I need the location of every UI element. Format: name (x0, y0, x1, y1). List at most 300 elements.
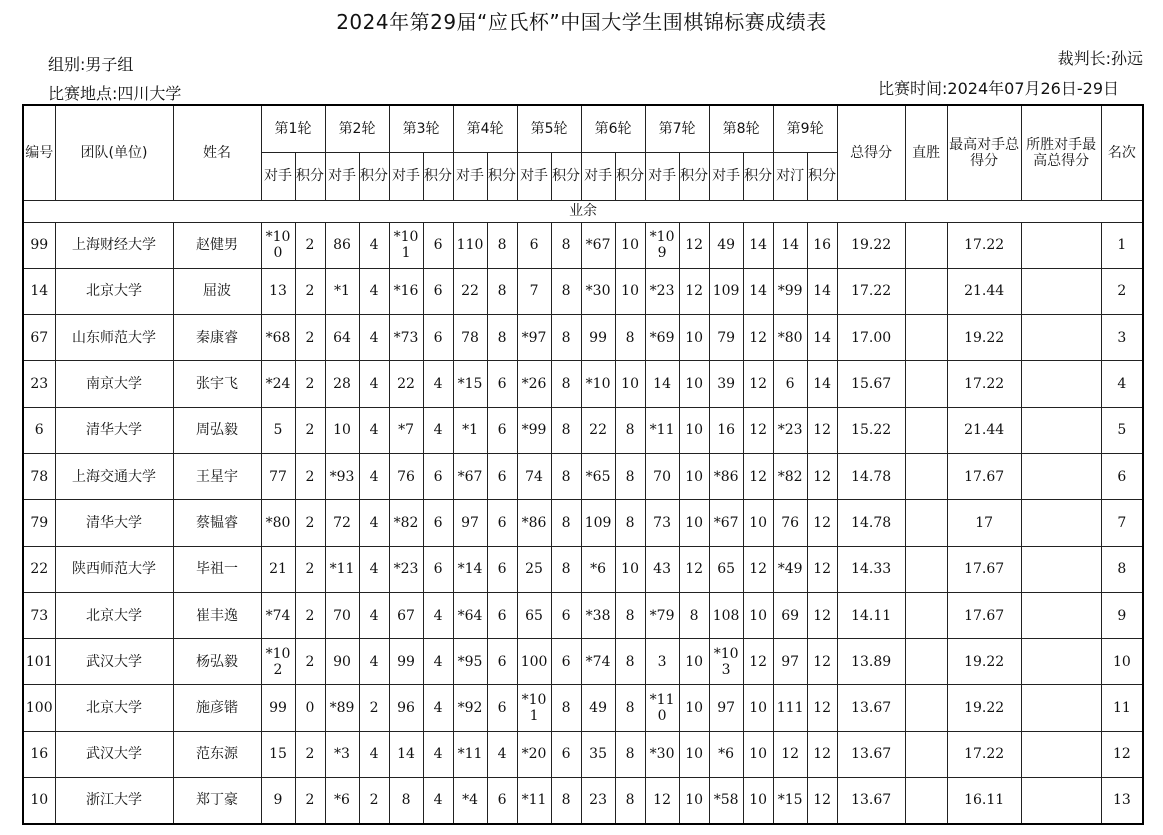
player-number: 14 (23, 268, 55, 314)
round-4-opponent: *95 (453, 639, 487, 685)
player-name: 蔡韫睿 (173, 500, 261, 546)
header-opponent (325, 152, 359, 200)
round-2-points: 4 (359, 361, 389, 407)
total-score: 13.67 (837, 685, 905, 731)
player-number: 6 (23, 407, 55, 453)
round-7-points: 12 (679, 268, 709, 314)
header-points-text: 积分 (296, 168, 324, 184)
round-2-opponent: 90 (325, 639, 359, 685)
round-7-opponent-text: *109 (649, 229, 675, 262)
player-name: 秦康睿 (173, 315, 261, 361)
referee-label: 裁判长:孙远 (1057, 49, 1143, 68)
head-to-head (905, 546, 947, 592)
round-5-opponent: 74 (517, 453, 551, 499)
team-name: 浙江大学 (55, 778, 173, 824)
header-opponent-text: 对手 (712, 168, 741, 184)
round-8-opponent: 16 (709, 407, 743, 453)
round-3-points: 4 (423, 639, 453, 685)
head-to-head (905, 500, 947, 546)
round-1-points: 2 (295, 639, 325, 685)
header-round-9: 第9轮 (773, 105, 837, 152)
round-1-points: 2 (295, 546, 325, 592)
round-7-opponent: 43 (645, 546, 679, 592)
player-number: 100 (23, 685, 55, 731)
head-to-head (905, 453, 947, 499)
round-8-points: 10 (743, 685, 773, 731)
player-name: 杨弘毅 (173, 639, 261, 685)
round-7-opponent: 3 (645, 639, 679, 685)
round-2-points: 2 (359, 685, 389, 731)
rank: 5 (1101, 407, 1143, 453)
round-9-opponent: *49 (773, 546, 807, 592)
max-beaten-score (1021, 592, 1101, 638)
head-to-head (905, 592, 947, 638)
round-5-points: 6 (551, 731, 581, 777)
table-row (23, 592, 1143, 638)
head-to-head (905, 731, 947, 777)
header-opponent-text: 对手 (264, 168, 292, 184)
table-row (23, 315, 1143, 361)
round-7-opponent: 12 (645, 778, 679, 824)
round-8-points: 14 (743, 222, 773, 268)
round-6-opponent: *38 (581, 592, 615, 638)
rank: 8 (1101, 546, 1143, 592)
group-label: 组别:男子组 (48, 55, 134, 74)
header-round-5: 第5轮 (517, 105, 581, 152)
round-5-points: 8 (551, 268, 581, 314)
round-9-opponent: 97 (773, 639, 807, 685)
header-no-text: 编号 (25, 144, 54, 161)
table-row (23, 685, 1143, 731)
round-9-points: 12 (807, 592, 837, 638)
header-points (615, 152, 645, 200)
table-row (23, 361, 1143, 407)
round-2-opponent: *11 (325, 546, 359, 592)
head-to-head (905, 315, 947, 361)
round-1-opponent: 21 (261, 546, 295, 592)
header-opponent (581, 152, 615, 200)
round-7-points: 10 (679, 315, 709, 361)
header-opponent-text: 对手 (328, 168, 357, 184)
round-1-points: 2 (295, 222, 325, 268)
rank: 2 (1101, 268, 1143, 314)
round-8-points: 12 (743, 639, 773, 685)
header-opponent-text: 对手 (648, 168, 677, 184)
round-6-points: 8 (615, 500, 645, 546)
head-to-head (905, 361, 947, 407)
max-beaten-score (1021, 778, 1101, 824)
round-6-opponent: 99 (581, 315, 615, 361)
round-6-opponent: 22 (581, 407, 615, 453)
round-9-opponent: *99 (773, 268, 807, 314)
round-8-opponent: *67 (709, 500, 743, 546)
player-number: 101 (23, 639, 55, 685)
header-round-8: 第8轮 (709, 105, 773, 152)
rank: 3 (1101, 315, 1143, 361)
round-3-points: 6 (423, 222, 453, 268)
header-opponent-text: 对手 (520, 168, 549, 184)
round-6-opponent: *67 (581, 222, 615, 268)
header-opponent (773, 152, 807, 200)
round-5-opponent: *11 (517, 778, 551, 824)
round-7-opponent: *23 (645, 268, 679, 314)
round-3-opponent: *16 (389, 268, 423, 314)
round-5-opponent: *20 (517, 731, 551, 777)
header-round-7: 第7轮 (645, 105, 709, 152)
round-7-points: 10 (679, 778, 709, 824)
round-3-points: 4 (423, 592, 453, 638)
header-name: 姓名 (173, 105, 261, 200)
round-7-points: 8 (679, 592, 709, 638)
round-8-opponent: *58 (709, 778, 743, 824)
round-9-points: 12 (807, 453, 837, 499)
round-7-opponent: *79 (645, 592, 679, 638)
round-5-points: 8 (551, 500, 581, 546)
round-1-points: 2 (295, 731, 325, 777)
round-4-opponent: *92 (453, 685, 487, 731)
max-beaten-score (1021, 731, 1101, 777)
header-points-text: 积分 (488, 168, 517, 184)
round-1-opponent: 9 (261, 778, 295, 824)
round-1-opponent (261, 639, 295, 685)
round-5-opponent: 65 (517, 592, 551, 638)
team-name: 北京大学 (55, 592, 173, 638)
round-3-opponent: *73 (389, 315, 423, 361)
round-3-opponent: 8 (389, 778, 423, 824)
round-4-opponent: 22 (453, 268, 487, 314)
header-round-1: 第1轮 (261, 105, 325, 152)
header-points-text: 积分 (552, 168, 581, 184)
round-2-points: 4 (359, 500, 389, 546)
round-9-opponent: 12 (773, 731, 807, 777)
round-7-points: 10 (679, 361, 709, 407)
round-3-points: 6 (423, 500, 453, 546)
round-8-opponent-text: *103 (713, 645, 739, 678)
header-points-text: 积分 (680, 168, 709, 184)
round-4-opponent: 110 (453, 222, 487, 268)
head-to-head (905, 639, 947, 685)
round-5-opponent: *86 (517, 500, 551, 546)
team-name: 南京大学 (55, 361, 173, 407)
round-1-opponent-text: *102 (265, 645, 291, 678)
round-6-points: 10 (615, 546, 645, 592)
round-3-opponent-text: *101 (393, 229, 419, 262)
player-number: 79 (23, 500, 55, 546)
max-beaten-score (1021, 500, 1101, 546)
header-opponent-text: 对手 (456, 168, 485, 184)
round-1-points: 2 (295, 778, 325, 824)
round-1-opponent: 15 (261, 731, 295, 777)
round-7-opponent (645, 222, 679, 268)
round-7-points: 10 (679, 685, 709, 731)
total-score: 14.78 (837, 453, 905, 499)
team-name: 山东师范大学 (55, 315, 173, 361)
head-to-head (905, 268, 947, 314)
round-5-points: 8 (551, 546, 581, 592)
table-row (23, 778, 1143, 824)
total-score: 15.67 (837, 361, 905, 407)
round-1-points: 0 (295, 685, 325, 731)
round-2-opponent: *89 (325, 685, 359, 731)
round-7-points: 12 (679, 222, 709, 268)
round-7-opponent: 70 (645, 453, 679, 499)
venue-label: 比赛地点:四川大学 (48, 84, 182, 103)
player-name: 郑丁豪 (173, 778, 261, 824)
header-round-2: 第2轮 (325, 105, 389, 152)
max-opponent-score: 17.22 (947, 222, 1021, 268)
round-9-points: 12 (807, 778, 837, 824)
max-opponent-score: 16.11 (947, 778, 1021, 824)
round-6-points: 10 (615, 268, 645, 314)
round-7-opponent: 14 (645, 361, 679, 407)
team-name: 北京大学 (55, 268, 173, 314)
round-9-opponent: 14 (773, 222, 807, 268)
max-opponent-score: 21.44 (947, 407, 1021, 453)
header-opponent (709, 152, 743, 200)
max-opponent-score: 19.22 (947, 685, 1021, 731)
round-5-opponent: 7 (517, 268, 551, 314)
team-name: 上海交通大学 (55, 453, 173, 499)
round-6-points: 8 (615, 315, 645, 361)
round-9-points: 12 (807, 731, 837, 777)
round-1-points: 2 (295, 407, 325, 453)
round-2-points: 4 (359, 222, 389, 268)
total-score: 14.33 (837, 546, 905, 592)
round-2-opponent: *1 (325, 268, 359, 314)
round-1-opponent: *68 (261, 315, 295, 361)
round-3-points: 4 (423, 407, 453, 453)
header-total-score: 总得分 (837, 105, 905, 200)
round-9-points: 16 (807, 222, 837, 268)
total-score: 14.11 (837, 592, 905, 638)
round-2-opponent: 64 (325, 315, 359, 361)
round-5-points: 8 (551, 315, 581, 361)
round-3-opponent: 76 (389, 453, 423, 499)
round-1-points: 2 (295, 361, 325, 407)
player-number: 16 (23, 731, 55, 777)
round-3-opponent: 96 (389, 685, 423, 731)
total-score: 13.67 (837, 731, 905, 777)
header-opponent (453, 152, 487, 200)
round-3-points: 4 (423, 361, 453, 407)
round-4-opponent: *64 (453, 592, 487, 638)
round-9-points: 14 (807, 315, 837, 361)
team-name: 清华大学 (55, 500, 173, 546)
header-points-text: 积分 (744, 168, 773, 184)
round-3-opponent: 14 (389, 731, 423, 777)
round-6-opponent: 109 (581, 500, 615, 546)
table-row (23, 453, 1143, 499)
round-2-points: 4 (359, 315, 389, 361)
round-3-opponent: *7 (389, 407, 423, 453)
round-6-opponent: *30 (581, 268, 615, 314)
max-beaten-score (1021, 685, 1101, 731)
round-1-points: 2 (295, 592, 325, 638)
section-amateur: 业余 (23, 200, 1143, 222)
round-8-opponent: 97 (709, 685, 743, 731)
round-8-opponent: 49 (709, 222, 743, 268)
round-4-points: 6 (487, 500, 517, 546)
round-6-opponent: 35 (581, 731, 615, 777)
rank: 12 (1101, 731, 1143, 777)
header-points (423, 152, 453, 200)
round-8-opponent: 39 (709, 361, 743, 407)
round-7-opponent: *11 (645, 407, 679, 453)
round-1-points: 2 (295, 453, 325, 499)
rank: 1 (1101, 222, 1143, 268)
round-9-points: 12 (807, 500, 837, 546)
round-8-opponent: 108 (709, 592, 743, 638)
round-1-opponent: 13 (261, 268, 295, 314)
rank: 9 (1101, 592, 1143, 638)
date-label: 比赛时间:2024年07月26日-29日 (878, 79, 1119, 98)
round-9-points: 12 (807, 685, 837, 731)
header-max-beaten-score: 所胜对手最高总得分 (1021, 105, 1101, 200)
rank: 11 (1101, 685, 1143, 731)
round-8-opponent: 109 (709, 268, 743, 314)
round-6-opponent: 23 (581, 778, 615, 824)
round-4-points: 6 (487, 407, 517, 453)
max-opponent-score: 19.22 (947, 639, 1021, 685)
max-beaten-score (1021, 361, 1101, 407)
round-9-opponent: 69 (773, 592, 807, 638)
round-3-opponent: *82 (389, 500, 423, 546)
header-opponent (645, 152, 679, 200)
round-6-points: 8 (615, 685, 645, 731)
round-7-points: 10 (679, 731, 709, 777)
table-row (23, 222, 1143, 268)
total-score: 13.89 (837, 639, 905, 685)
round-9-opponent: 76 (773, 500, 807, 546)
header-points (807, 152, 837, 200)
max-opponent-score: 19.22 (947, 315, 1021, 361)
header-points (679, 152, 709, 200)
round-4-points: 6 (487, 546, 517, 592)
round-1-opponent (261, 222, 295, 268)
table-row (23, 639, 1143, 685)
round-1-points: 2 (295, 315, 325, 361)
header-head-to-head: 直胜 (905, 105, 947, 200)
total-score: 17.00 (837, 315, 905, 361)
round-7-points: 12 (679, 546, 709, 592)
round-3-opponent: 67 (389, 592, 423, 638)
round-2-points: 4 (359, 592, 389, 638)
round-4-opponent: 97 (453, 500, 487, 546)
round-2-points: 4 (359, 639, 389, 685)
round-6-points: 10 (615, 361, 645, 407)
player-name: 施彦锴 (173, 685, 261, 731)
round-6-points: 8 (615, 731, 645, 777)
round-2-opponent: 72 (325, 500, 359, 546)
round-2-points: 4 (359, 268, 389, 314)
header-points (487, 152, 517, 200)
table-row (23, 407, 1143, 453)
round-9-opponent: *82 (773, 453, 807, 499)
head-to-head (905, 778, 947, 824)
round-8-opponent: *86 (709, 453, 743, 499)
team-name: 武汉大学 (55, 731, 173, 777)
total-score: 13.67 (837, 778, 905, 824)
round-6-points: 10 (615, 222, 645, 268)
max-beaten-score (1021, 315, 1101, 361)
head-to-head (905, 685, 947, 731)
round-7-points: 10 (679, 453, 709, 499)
round-4-points: 8 (487, 315, 517, 361)
round-2-opponent: *93 (325, 453, 359, 499)
player-name: 范东源 (173, 731, 261, 777)
round-8-points: 12 (743, 315, 773, 361)
header-opponent (389, 152, 423, 200)
round-3-points: 4 (423, 685, 453, 731)
round-2-points: 2 (359, 778, 389, 824)
header-round-4: 第4轮 (453, 105, 517, 152)
max-opponent-score: 17.67 (947, 546, 1021, 592)
round-4-opponent: *4 (453, 778, 487, 824)
round-9-opponent: 111 (773, 685, 807, 731)
rank: 7 (1101, 500, 1143, 546)
round-6-opponent: 49 (581, 685, 615, 731)
team-name: 清华大学 (55, 407, 173, 453)
total-score: 14.78 (837, 500, 905, 546)
max-beaten-score (1021, 222, 1101, 268)
round-8-opponent: *6 (709, 731, 743, 777)
player-name: 王星宇 (173, 453, 261, 499)
total-score: 15.22 (837, 407, 905, 453)
round-3-opponent: 22 (389, 361, 423, 407)
round-2-opponent: *3 (325, 731, 359, 777)
round-3-opponent (389, 222, 423, 268)
head-to-head (905, 407, 947, 453)
round-8-opponent (709, 639, 743, 685)
rank: 10 (1101, 639, 1143, 685)
round-6-points: 8 (615, 407, 645, 453)
max-opponent-score: 17.67 (947, 592, 1021, 638)
round-5-points: 6 (551, 592, 581, 638)
round-4-points: 6 (487, 453, 517, 499)
round-2-opponent: *6 (325, 778, 359, 824)
player-name: 屈波 (173, 268, 261, 314)
max-opponent-score: 17 (947, 500, 1021, 546)
round-4-points: 8 (487, 222, 517, 268)
round-9-points: 12 (807, 639, 837, 685)
round-3-opponent: 99 (389, 639, 423, 685)
table-row (23, 546, 1143, 592)
round-8-points: 10 (743, 731, 773, 777)
header-points-text: 积分 (360, 168, 389, 184)
round-2-points: 4 (359, 546, 389, 592)
round-8-points: 10 (743, 500, 773, 546)
round-4-opponent: *1 (453, 407, 487, 453)
player-name: 张宇飞 (173, 361, 261, 407)
header-round-6: 第6轮 (581, 105, 645, 152)
round-5-opponent: 25 (517, 546, 551, 592)
header-opponent-text: 对汀 (776, 168, 805, 184)
round-3-points: 4 (423, 778, 453, 824)
round-1-opponent: 77 (261, 453, 295, 499)
results-table (22, 104, 1144, 825)
round-6-points: 8 (615, 639, 645, 685)
round-3-opponent: *23 (389, 546, 423, 592)
round-2-opponent: 28 (325, 361, 359, 407)
round-9-points: 14 (807, 268, 837, 314)
header-points (551, 152, 581, 200)
round-2-opponent: 10 (325, 407, 359, 453)
round-9-opponent: *80 (773, 315, 807, 361)
team-name: 上海财经大学 (55, 222, 173, 268)
head-to-head (905, 222, 947, 268)
round-3-points: 6 (423, 268, 453, 314)
header-max-opponent-score: 最高对手总得分 (947, 105, 1021, 200)
